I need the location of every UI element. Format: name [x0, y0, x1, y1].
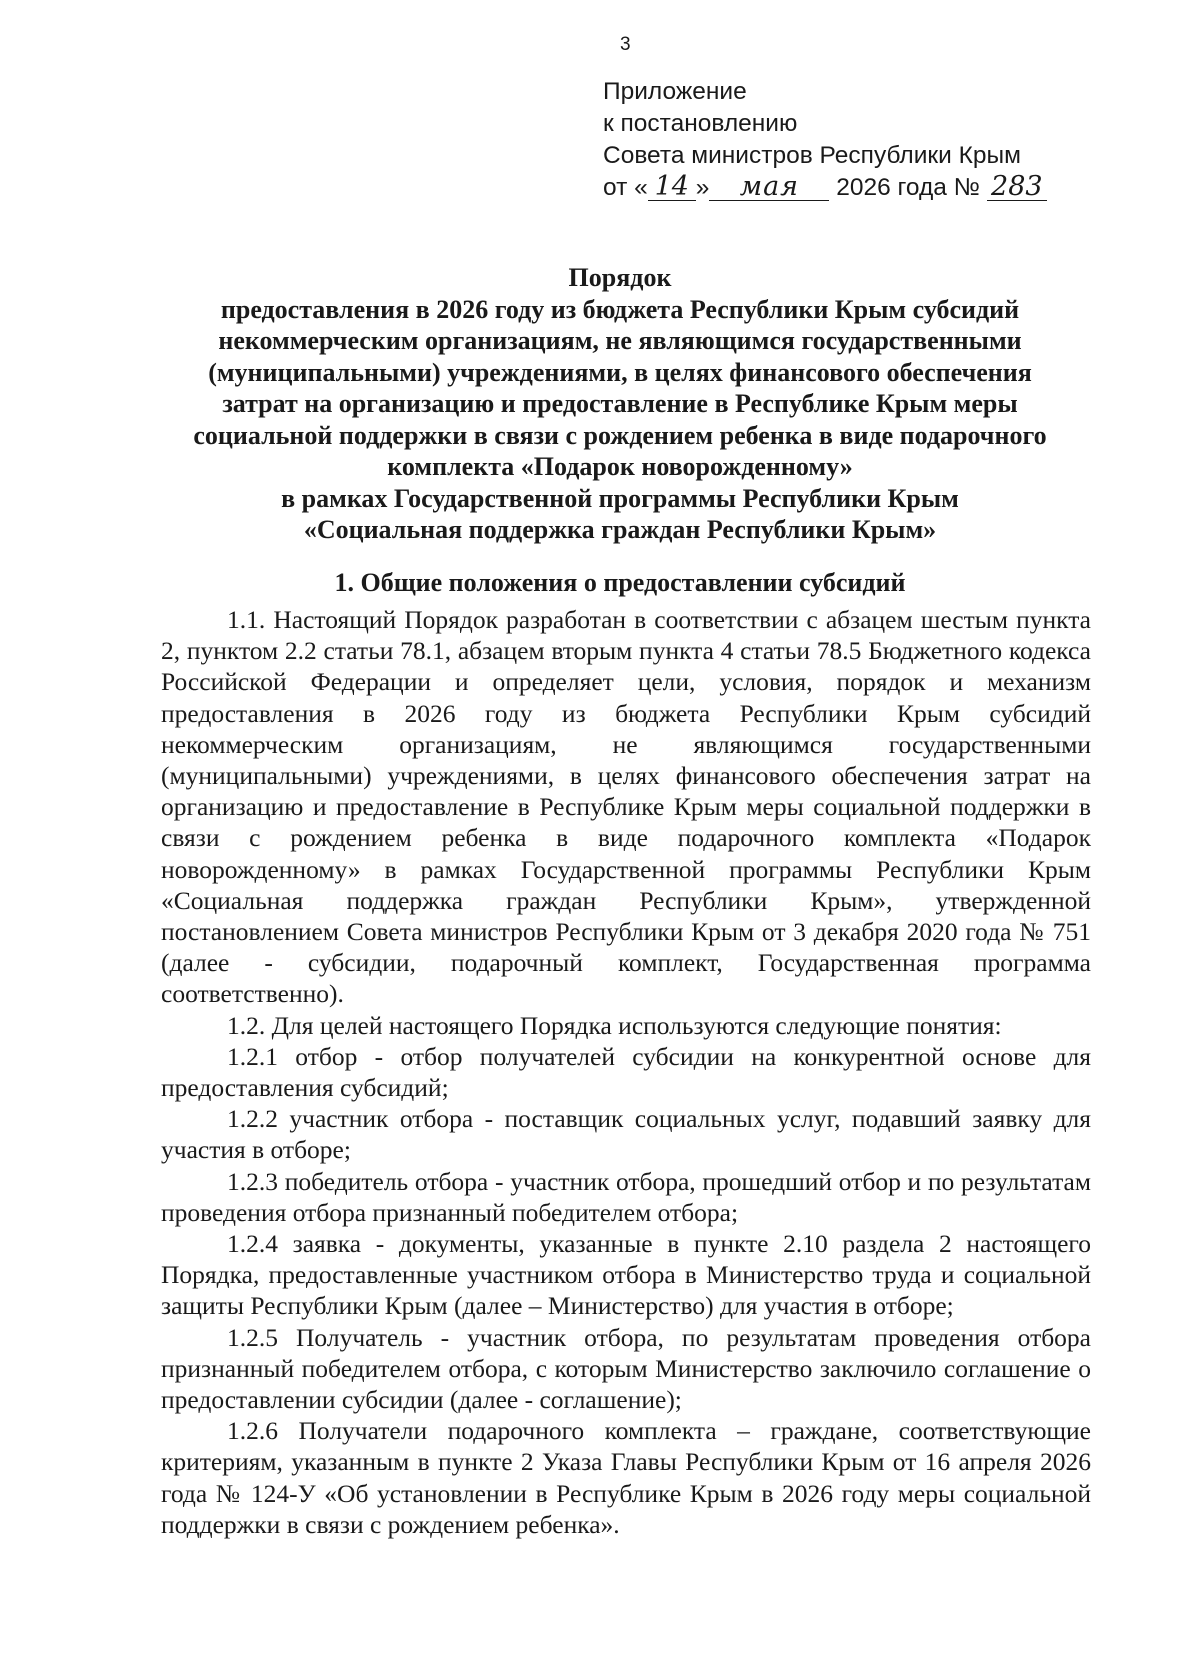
appendix-block — [603, 76, 1083, 204]
title-line: (муниципальными) учреждениями, в целях финансового обеспечения — [208, 357, 1032, 387]
appendix-line-2: к постановлению — [603, 110, 798, 137]
handwritten-month: мая — [709, 174, 829, 201]
date-prefix: от « — [603, 174, 648, 201]
appendix-date-line — [603, 172, 1083, 204]
paragraph-1-2-5: 1.2.5 Получатель - участник отбора, по результатам проведения отбора признанный победителем отбора, с которым Министерство заключило соглашение о предоставлении субсидии (далее - соглашение); — [161, 1322, 1091, 1415]
title-line: некоммерческим организациям, не являющимся государственными — [218, 326, 1022, 355]
title-line: социальной поддержки в связи с рождением ребенка в виде подарочного — [193, 420, 1047, 450]
paragraph-1-2: 1.2. Для целей настоящего Порядка используются следующие понятия: — [227, 1010, 1002, 1040]
date-mid: » — [695, 174, 710, 201]
title-line: предоставления в 2026 году из бюджета Республики Крым субсидий — [220, 294, 1020, 324]
title-line: комплекта «Подарок новорожденному» — [387, 452, 853, 481]
appendix-line-3: Совета министров Республики Крым — [603, 142, 1021, 169]
handwritten-doc-number: 283 — [987, 174, 1047, 201]
title-line: затрат на организацию и предоставление в Республике Крым меры — [222, 389, 1018, 418]
handwritten-day: 14 — [648, 174, 696, 201]
title-heading: Порядок — [568, 263, 672, 292]
section-heading: 1. Общие положения о предоставлении субсидий — [334, 568, 906, 597]
document-title — [150, 262, 1090, 546]
title-line: в рамках Государственной программы Республики Крым — [281, 483, 959, 513]
paragraph-1-1: 1.1. Настоящий Порядок разработан в соответствии с абзацем шестым пункта 2, пунктом 2.2 статьи 78.1, абзацем вторым пункта 4 статьи 78.5 Бюджетного кодекса Российской Федерации и определяет цели, условия, порядок и механизм предоставления в 2026 году из бюджета Республики Крым субсидий некоммерческим организациям, не являющимся государственными (муниципальными) учреждениями, в целях финансового обеспечения затрат на организацию и предоставление в Республике Крым меры социальной поддержки в связи с рождением ребенка в виде подарочного комплекта «Подарок новорожденному» в рамках Государственной программы Республики Крым «Социальная поддержка граждан Республики Крым», утвержденной постановлением Совета министров Республики Крым от 3 декабря 2020 года № 751 (далее - субсидии, подарочный комплект, Государственная программа соответственно). — [161, 605, 1091, 1009]
paragraph-1-2-6: 1.2.6 Получатели подарочного комплекта – граждане, соответствующие критериям, указанным в пункте 2 Указа Главы Республики Крым от 16 апреля 2026 года № 124-У «Об установлении в Республике Крым в 2026 году меры социальной поддержки в связи с рождением ребенка». — [161, 1416, 1091, 1539]
paragraph-1-2-3: 1.2.3 победитель отбора - участник отбора, прошедший отбор и по результатам проведения отбора признанный победителем отбора; — [161, 1166, 1091, 1227]
section-body — [161, 604, 1091, 1540]
date-year-text: 2026 года № — [829, 174, 987, 201]
page-number: 3 — [620, 34, 631, 55]
paragraph-1-2-4: 1.2.4 заявка - документы, указанные в пункте 2.10 раздела 2 настоящего Порядка, предоставленные участником отбора в Министерство труда и социальной защиты Республики Крым (далее – Министерство) для участия в отборе; — [161, 1229, 1091, 1321]
title-line: «Социальная поддержка граждан Республики Крым» — [303, 515, 937, 544]
paragraph-1-2-2: 1.2.2 участник отбора - поставщик социальных услуг, подавший заявку для участия в отборе; — [161, 1104, 1091, 1165]
paragraph-1-2-1: 1.2.1 отбор - отбор получателей субсидии на конкурентной основе для предоставления субсидий; — [161, 1041, 1091, 1103]
appendix-line-1: Приложение — [603, 78, 747, 105]
